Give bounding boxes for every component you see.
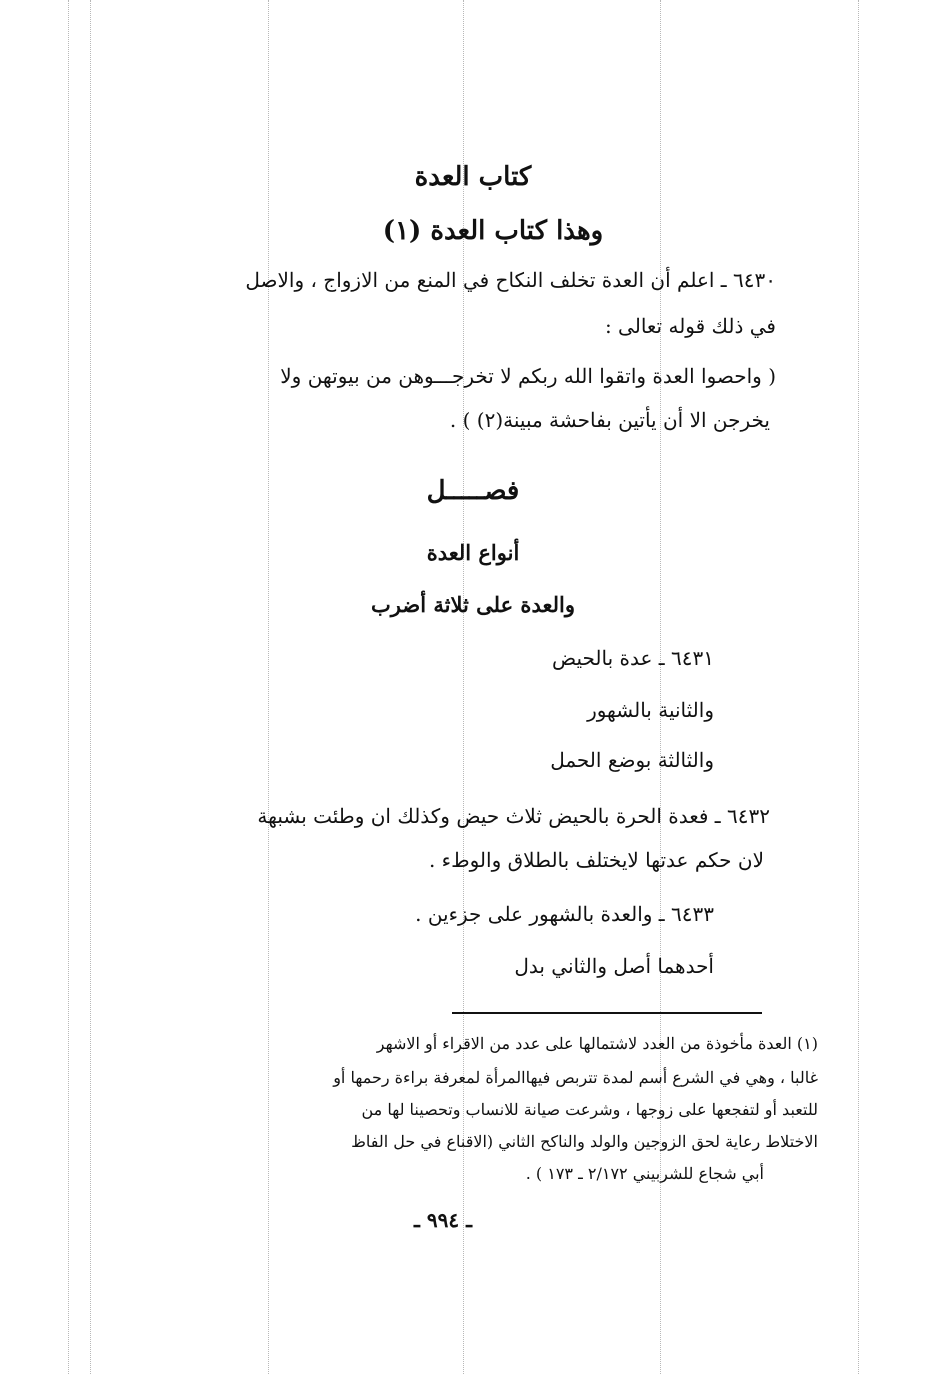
paragraph-6430-line-2: في ذلك قوله تعالى :	[604, 314, 776, 338]
paragraph-6433-line-1: ٦٤٣٣ ـ والعدة بالشهور على جزءين .	[415, 902, 714, 926]
sub-heading-three-kinds: والعدة على ثلاثة أضرب	[371, 592, 575, 617]
footnote-line: غالبا ، وهي في الشرع أسم لمدة تتربص فيهاالمرأة لمعرفة براءة رحمها أو	[333, 1068, 818, 1087]
list-item: ٦٤٣١ ـ عدة بالحيض	[551, 646, 714, 670]
scan-dotted-line	[68, 0, 69, 1374]
section-heading: فصـــــل	[426, 476, 520, 506]
scan-dotted-line	[90, 0, 91, 1374]
chapter-subtitle: وهذا كتاب العدة (١)	[382, 216, 604, 246]
footnote-line: (١) العدة مأخوذة من العدد لاشتمالها على عدد من الاقراء أو الاشهر	[376, 1034, 818, 1053]
sub-heading-types: أنواع العدة	[426, 540, 520, 565]
paragraph-6430-line-1: ٦٤٣٠ ـ اعلم أن العدة تخلف النكاح في المنع من الازواج ، والاصل	[245, 268, 776, 292]
page-number: ـ ٩٩٤ ـ	[414, 1208, 472, 1232]
paragraph-6433-line-2: أحدهما أصل والثاني بدل	[514, 954, 714, 978]
quran-verse-line-2: يخرجن الا أن يأتين بفاحشة مبينة(٢) ) .	[449, 408, 770, 432]
chapter-title: كتاب العدة	[414, 162, 532, 192]
list-item: والثانية بالشهور	[587, 698, 714, 722]
footnote-separator	[452, 1012, 762, 1014]
list-item: والثالثة بوضع الحمل	[550, 748, 714, 772]
footnote-line: للتعبد أو لتفجعها على زوجها ، وشرعت صيانة للانساب وتحصينا لها من	[361, 1100, 818, 1119]
scan-dotted-line	[268, 0, 269, 1374]
paragraph-6432-line-2: لان حكم عدتها لايختلف بالطلاق والوطء .	[428, 848, 764, 872]
quran-verse-line-1: ( واحصوا العدة واتقوا الله ربكم لا تخرجـــوهن من بيوتهن ولا	[280, 364, 776, 388]
scan-dotted-line	[858, 0, 859, 1374]
footnote-line: الاختلاط رعاية لحق الزوجين والولد والناكح الثاني (الاقناع في حل الفاظ	[351, 1132, 818, 1151]
paragraph-6432-line-1: ٦٤٣٢ ـ فعدة الحرة بالحيض ثلاث حيض وكذلك ان وطئت بشبهة	[257, 804, 770, 828]
footnote-line: أبي شجاع للشربيني ٢/١٧٢ ـ ١٧٣ ) .	[525, 1164, 764, 1183]
scan-dotted-line	[463, 0, 464, 1374]
